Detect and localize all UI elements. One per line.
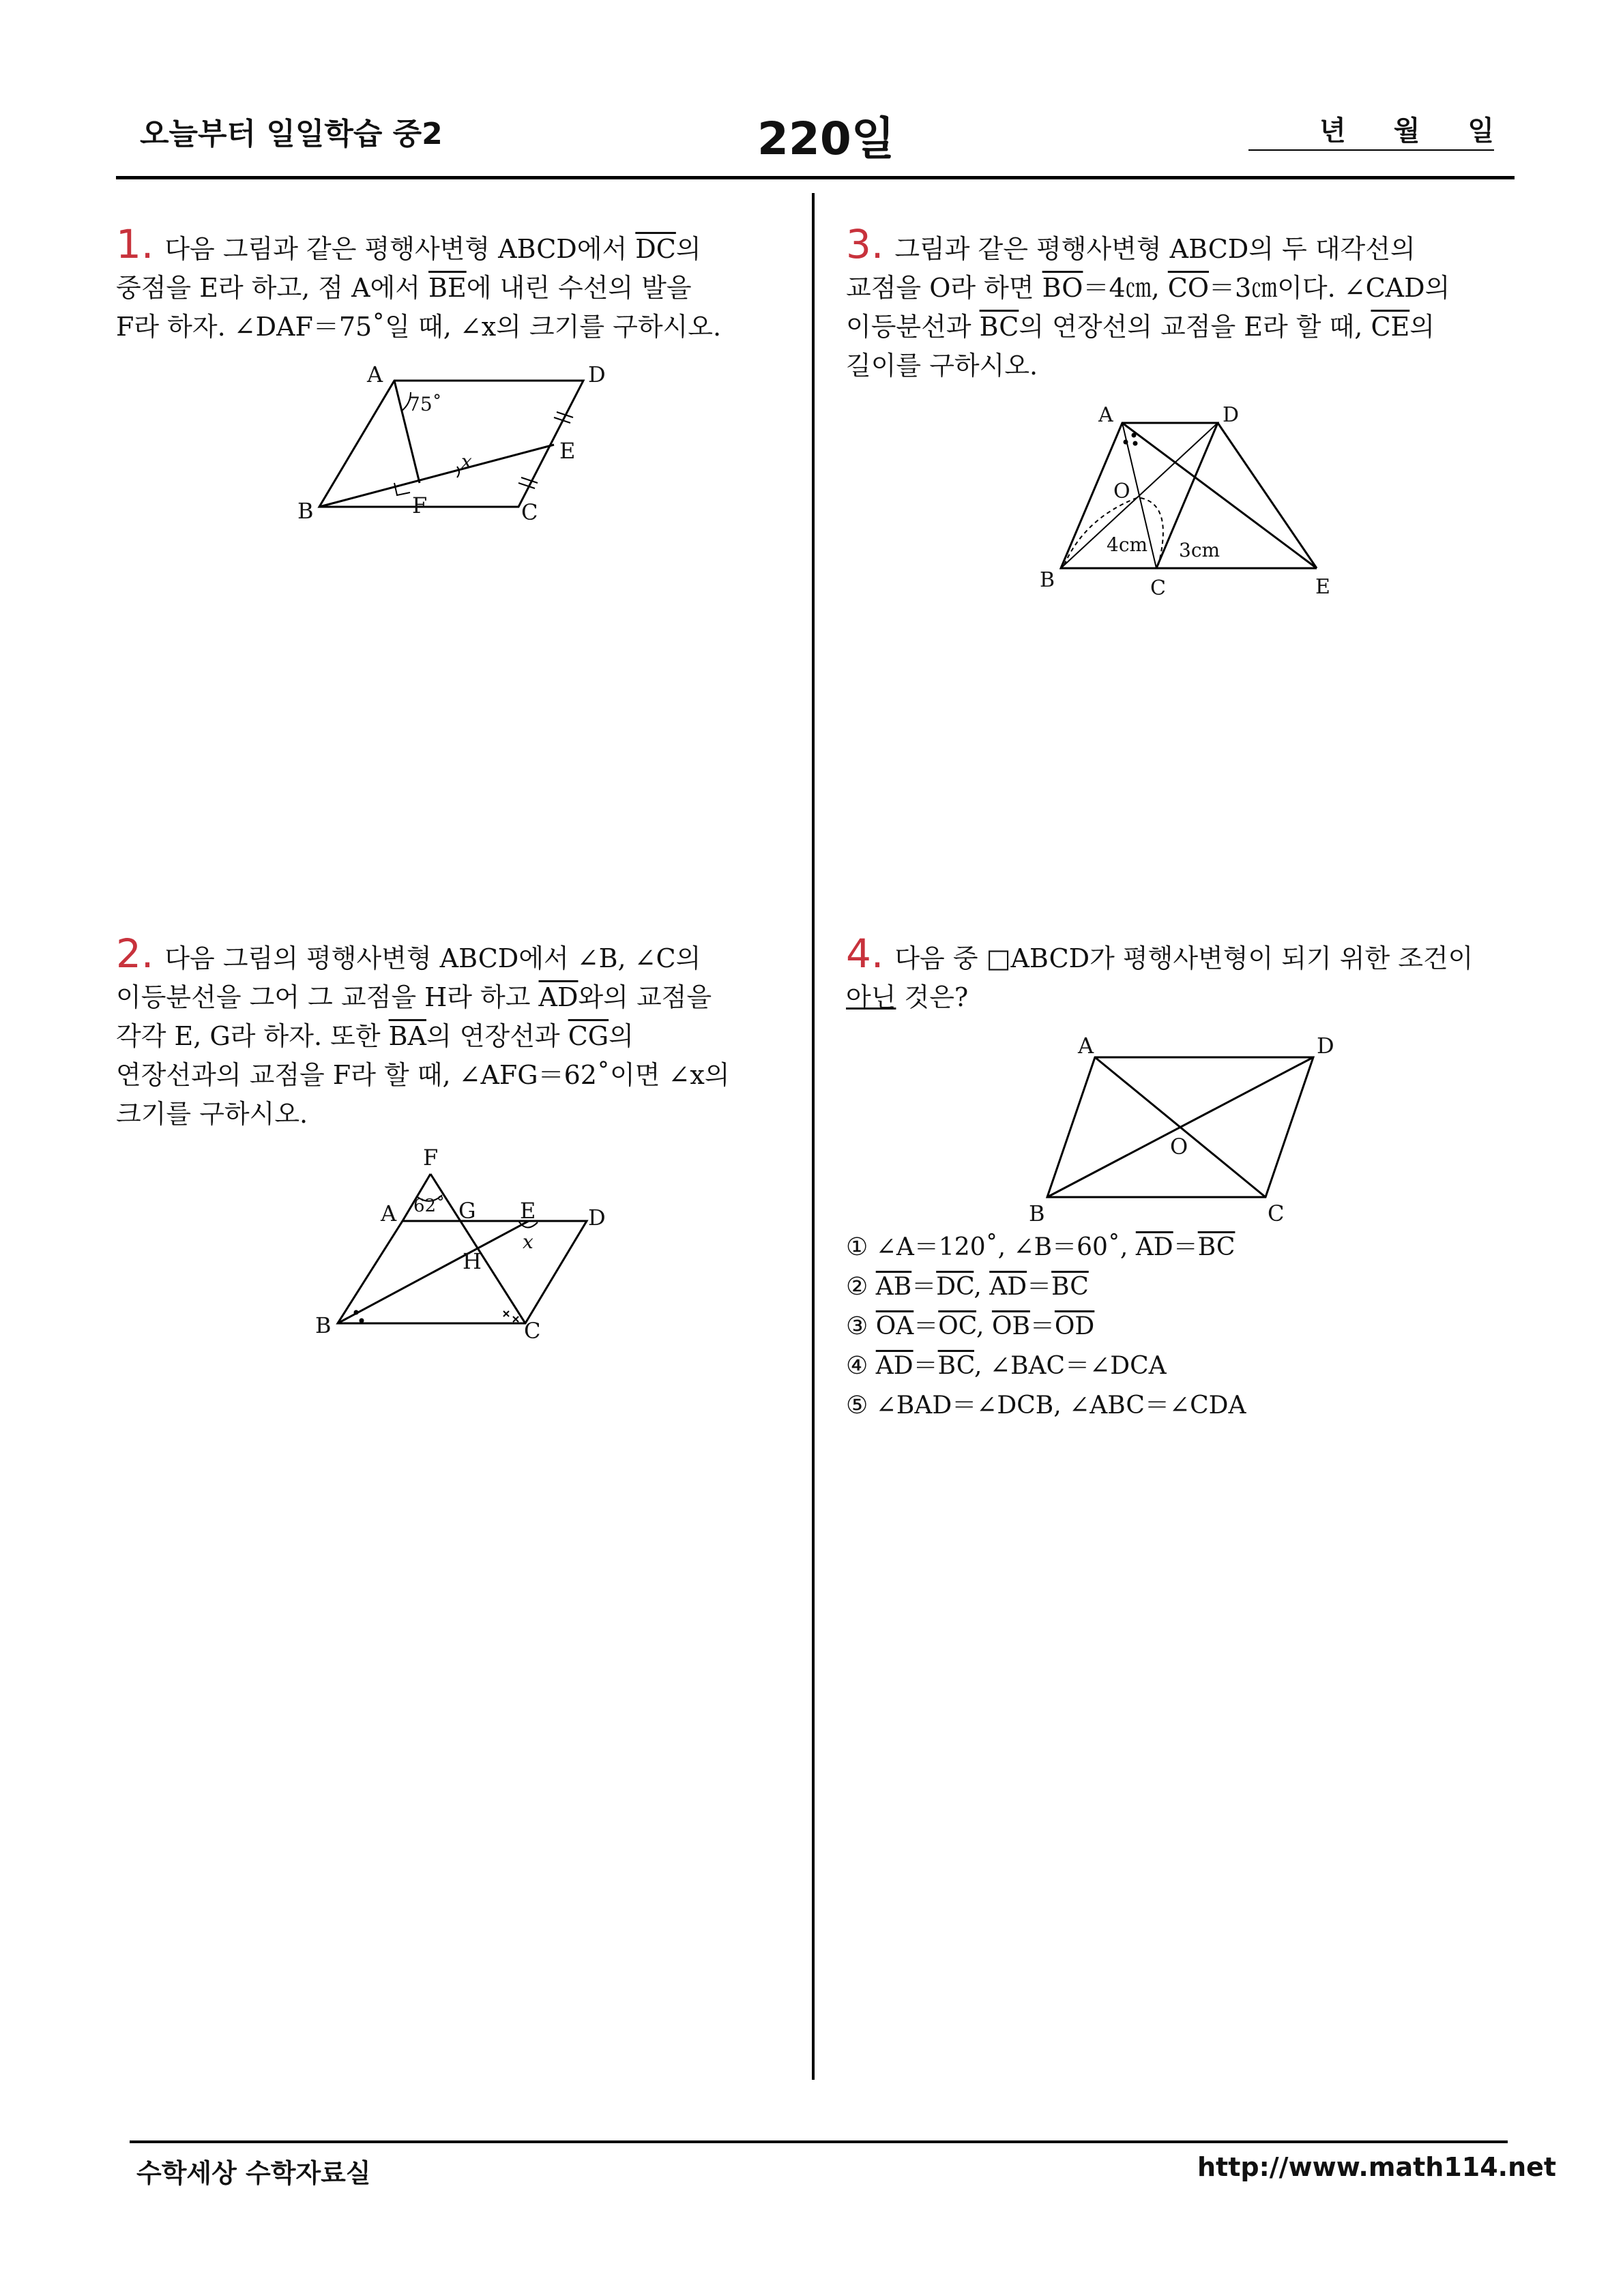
svg-text:A: A [1078,1033,1094,1059]
choice-1[interactable]: ① ∠A＝120˚, ∠B＝60˚, $\overline{AD}=\overline{BC}$ [846,1233,1235,1261]
date-day: 일 [1467,115,1494,147]
figure-3-parallelogram [1040,402,1358,600]
column-divider [812,193,815,2080]
problem-number: 3. [846,221,884,267]
svg-text:B: B [1040,568,1055,592]
choice-4[interactable]: ④ $\overline{AD}=\overline{BC}$, ∠BAC＝∠DCA [846,1352,1167,1380]
svg-text:62˚: 62˚ [413,1196,445,1216]
svg-text:O: O [1113,480,1130,503]
svg-text:C: C [1150,576,1166,600]
svg-text:O: O [1170,1134,1188,1160]
emphasis-not: 아닌 [846,982,896,1012]
segment: $\overline{BA}$ [388,1021,426,1051]
segment: $\overline{DC}$ [635,234,676,264]
segment: $\overline{CO}$ [1167,273,1210,303]
svg-text:C: C [1268,1201,1285,1226]
problem-3: 3. 그림과 같은 평행사변형 ABCD의 두 대각선의 교점을 O라 하면 $\overline{BO}=4㎝$, $\overline{CO}=3㎝$이다. ∠CAD의 이등분선과 $\overline{BC}$의 연장선의 교점을 E라 할 때, $\overline{CE}$의 길이를 구하시오. [846,221,1450,381]
svg-text:x: x [523,1231,533,1253]
segment: $\overline{BC}$ [979,312,1019,342]
svg-text:B: B [1029,1201,1045,1226]
problem-1: 1. 다음 그림과 같은 평행사변형 ABCD에서 $\overline{DC}$의 중점을 E라 하고, 점 A에서 $\overline{BE}$에 내린 수선의 발을 F라 하자. ∠DAF＝75˚일 때, ∠x의 크기를 구하시오. [116,221,722,342]
header-rule [116,176,1515,179]
svg-text:A: A [367,362,383,387]
svg-text:D: D [588,362,606,387]
footer-left: 수학세상 수학자료실 [136,2158,371,2188]
svg-text:E: E [559,438,576,464]
choice-3[interactable]: ③ $\overline{OA}=\overline{OC}$, $\overline{OB}=\overline{OD}$ [846,1312,1095,1340]
svg-text:F: F [412,492,428,518]
svg-text:C: C [521,499,538,525]
problem-number: 4. [846,930,884,977]
svg-text:D: D [1317,1033,1334,1059]
svg-text:75˚: 75˚ [408,393,442,415]
figure-1-parallelogram [287,362,614,532]
svg-text:E: E [1315,575,1330,599]
svg-text:A: A [1098,403,1113,427]
svg-text:B: B [315,1312,332,1338]
svg-text:C: C [524,1318,541,1344]
answer-choices [846,1228,1246,1426]
footer-link[interactable]: http://www.math114.net [1197,2152,1557,2182]
svg-text:E: E [520,1198,536,1224]
day-title: 220일 [757,113,895,165]
svg-text:3cm: 3cm [1179,539,1220,561]
date-fields [1248,109,1494,151]
segment: $\overline{BE}$ [428,273,467,303]
problem-number: 1. [116,221,154,267]
segment: $\overline{AD}$ [538,982,579,1012]
series-title: 오늘부터 일일학습 중2 [140,117,443,151]
svg-text:B: B [297,498,314,524]
choice-2[interactable]: ② $\overline{AB}=\overline{DC}$, $\overline{AD}=\overline{BC}$ [846,1273,1089,1301]
figure-4-parallelogram [1023,1023,1364,1228]
svg-text:x: x [461,450,472,473]
problem-2: 2. 다음 그림의 평행사변형 ABCD에서 ∠B, ∠C의 이등분선을 그어 그 교점을 H라 하고 $\overline{AD}$와의 교점을 각각 E, G라 하자. 또한 $\overline{BA}$의 연장선과 $\overline{CG}$의 연장선과의 교점을 F라 할 때, ∠AFG＝62˚이면 ∠x의 크기를 구하시오. [116,930,730,1129]
problem-number: 2. [116,930,154,977]
problem-4: 4. 다음 중 □ABCD가 평행사변형이 되기 위한 조건이 아닌 것은? [846,930,1474,1012]
svg-text:A: A [381,1201,397,1226]
svg-text:D: D [1223,403,1240,427]
svg-text:F: F [423,1145,439,1171]
segment: $\overline{CE}$ [1371,312,1410,342]
footer-rule [130,2140,1508,2143]
date-year: 년 [1319,115,1346,147]
svg-text:H: H [463,1248,482,1274]
date-month: 월 [1393,115,1420,147]
segment: $\overline{BO}$ [1042,273,1083,303]
svg-text:D: D [588,1205,606,1231]
choice-5[interactable]: ⑤ ∠BAD＝∠DCB, ∠ABC＝∠CDA [846,1392,1246,1419]
figure-2-parallelogram [307,1146,621,1344]
segment: $\overline{CG}$ [568,1021,609,1051]
svg-text:4cm: 4cm [1107,533,1148,556]
svg-text:G: G [458,1198,476,1224]
